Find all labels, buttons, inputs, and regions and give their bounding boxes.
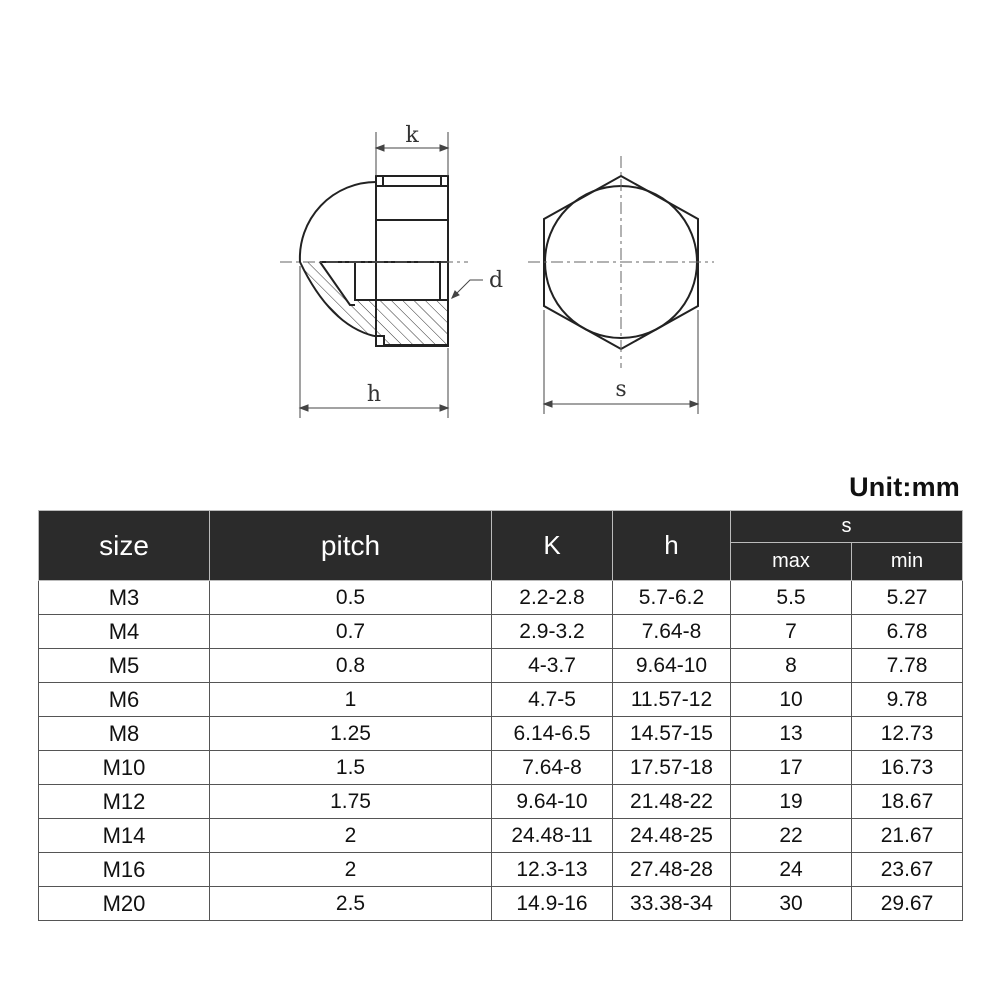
cell-s-max: 7 xyxy=(731,615,852,649)
cell-k: 9.64-10 xyxy=(492,785,613,819)
cap-nut-drawing xyxy=(270,110,740,430)
cell-s-min: 7.78 xyxy=(852,649,963,683)
cell-s-max: 17 xyxy=(731,751,852,785)
cell-h: 14.57-15 xyxy=(613,717,731,751)
cell-h: 27.48-28 xyxy=(613,853,731,887)
cell-pitch: 2 xyxy=(210,853,492,887)
table-row xyxy=(39,717,963,751)
table-row xyxy=(39,649,963,683)
cell-h: 5.7-6.2 xyxy=(613,581,731,615)
cell-k: 6.14-6.5 xyxy=(492,717,613,751)
header-pitch: pitch xyxy=(210,511,492,581)
cell-size: M10 xyxy=(39,751,210,785)
table-row xyxy=(39,785,963,819)
cell-size: M4 xyxy=(39,615,210,649)
cell-pitch: 1.5 xyxy=(210,751,492,785)
cell-s-max: 5.5 xyxy=(731,581,852,615)
d-leader xyxy=(452,280,483,298)
side-view xyxy=(300,176,448,346)
cell-size: M5 xyxy=(39,649,210,683)
cell-s-min: 18.67 xyxy=(852,785,963,819)
cell-pitch: 1.25 xyxy=(210,717,492,751)
cell-h: 17.57-18 xyxy=(613,751,731,785)
header-s-min: min xyxy=(852,543,963,581)
table-row xyxy=(39,581,963,615)
table-row xyxy=(39,615,963,649)
cell-h: 11.57-12 xyxy=(613,683,731,717)
cell-s-max: 19 xyxy=(731,785,852,819)
cell-k: 7.64-8 xyxy=(492,751,613,785)
cell-k: 14.9-16 xyxy=(492,887,613,921)
cell-pitch: 1 xyxy=(210,683,492,717)
cell-s-max: 13 xyxy=(731,717,852,751)
table-row xyxy=(39,683,963,717)
cell-s-max: 24 xyxy=(731,853,852,887)
header-k: K xyxy=(492,511,613,581)
cell-s-min: 12.73 xyxy=(852,717,963,751)
k-label: k xyxy=(405,123,419,148)
d-label: d xyxy=(488,268,504,293)
header-s: s xyxy=(731,511,963,543)
cell-s-max: 10 xyxy=(731,683,852,717)
cell-size: M20 xyxy=(39,887,210,921)
h-label: h xyxy=(366,382,382,407)
cell-pitch: 0.8 xyxy=(210,649,492,683)
table-row xyxy=(39,819,963,853)
table-row xyxy=(39,853,963,887)
cell-h: 33.38-34 xyxy=(613,887,731,921)
cell-pitch: 2 xyxy=(210,819,492,853)
header-size: size xyxy=(39,511,210,581)
cell-pitch: 1.75 xyxy=(210,785,492,819)
table-body xyxy=(39,581,963,921)
cell-size: M6 xyxy=(39,683,210,717)
cell-size: M14 xyxy=(39,819,210,853)
cell-k: 4-3.7 xyxy=(492,649,613,683)
cell-k: 24.48-11 xyxy=(492,819,613,853)
table-row xyxy=(39,751,963,785)
s-label: s xyxy=(615,377,627,402)
cell-size: M16 xyxy=(39,853,210,887)
cell-h: 24.48-25 xyxy=(613,819,731,853)
cell-s-min: 16.73 xyxy=(852,751,963,785)
cell-h: 9.64-10 xyxy=(613,649,731,683)
cell-pitch: 2.5 xyxy=(210,887,492,921)
cell-s-min: 6.78 xyxy=(852,615,963,649)
cell-s-max: 30 xyxy=(731,887,852,921)
cell-size: M3 xyxy=(39,581,210,615)
cell-size: M12 xyxy=(39,785,210,819)
cell-s-max: 22 xyxy=(731,819,852,853)
cell-k: 4.7-5 xyxy=(492,683,613,717)
cell-k: 12.3-13 xyxy=(492,853,613,887)
top-center-lines xyxy=(528,156,714,368)
table-row xyxy=(39,887,963,921)
cell-k: 2.9-3.2 xyxy=(492,615,613,649)
unit-label: Unit:mm xyxy=(849,472,960,502)
header-h: h xyxy=(613,511,731,581)
cell-h: 7.64-8 xyxy=(613,615,731,649)
section-hatching xyxy=(300,262,448,345)
spec-table xyxy=(38,510,963,921)
cell-s-min: 23.67 xyxy=(852,853,963,887)
cell-s-min: 21.67 xyxy=(852,819,963,853)
cell-s-min: 9.78 xyxy=(852,683,963,717)
cell-s-min: 29.67 xyxy=(852,887,963,921)
cell-s-min: 5.27 xyxy=(852,581,963,615)
cell-h: 21.48-22 xyxy=(613,785,731,819)
cell-pitch: 0.5 xyxy=(210,581,492,615)
cell-pitch: 0.7 xyxy=(210,615,492,649)
cell-size: M8 xyxy=(39,717,210,751)
table-header xyxy=(39,511,963,581)
header-s-max: max xyxy=(731,543,852,581)
cell-k: 2.2-2.8 xyxy=(492,581,613,615)
cell-s-max: 8 xyxy=(731,649,852,683)
